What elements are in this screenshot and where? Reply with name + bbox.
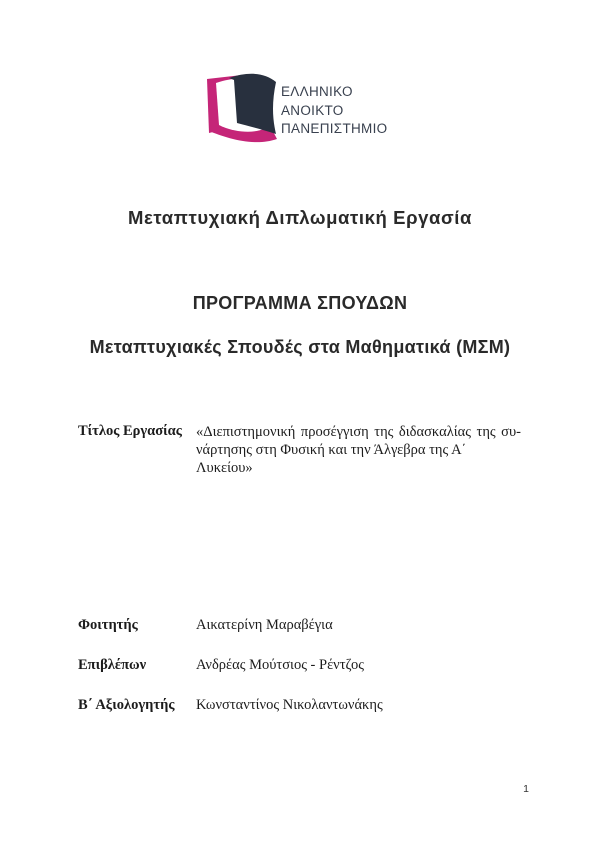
supervisor-name: Ανδρέας Μούτσιος - Ρέντζος — [196, 657, 365, 673]
student-label: Φοιτητής — [78, 617, 138, 633]
second-evaluator-label: Β΄ Αξιολογητής — [78, 697, 175, 713]
student-row — [0, 617, 600, 637]
student-name: Αικατερίνη Μαραβέγια — [196, 617, 333, 633]
logo-text-line: ΠΑΝΕΠΙΣΤΗΜΙΟ — [281, 121, 388, 136]
supervisor-row — [0, 657, 600, 677]
logo-text-line: ΕΛΛΗΝΙΚΟ — [281, 84, 353, 99]
program-heading: ΠΡΟΓΡΑΜΜΑ ΣΠΟΥΔΩΝ — [192, 293, 408, 313]
university-logo-icon — [204, 71, 278, 148]
page-number: 1 — [523, 783, 529, 795]
supervisor-label: Επιβλέπων — [78, 657, 147, 673]
thesis-title-value — [196, 423, 521, 477]
second-evaluator-name: Κωνσταντίνος Νικολαντωνάκης — [196, 697, 383, 713]
thesis-title-label: Τίτλος Εργασίας — [78, 423, 182, 439]
page-title: Μεταπτυχιακή Διπλωματική Εργασία — [128, 207, 472, 228]
thesis-title-line1: «Διεπιστημονική προσέγγιση της διδασκαλίας της συ- — [196, 424, 521, 440]
program-name: Μεταπτυχιακές Σπουδές στα Μαθηματικά (ΜΣΜ) — [89, 337, 511, 357]
logo-text-line: ΑΝΟΙΚΤΟ — [281, 102, 344, 118]
second-evaluator-row — [0, 697, 600, 717]
thesis-title-line2: νάρτησης στη Φυσική και την Άλγεβρα της Α΄ Λυκείου» — [196, 442, 467, 476]
university-logo-text — [281, 83, 387, 139]
